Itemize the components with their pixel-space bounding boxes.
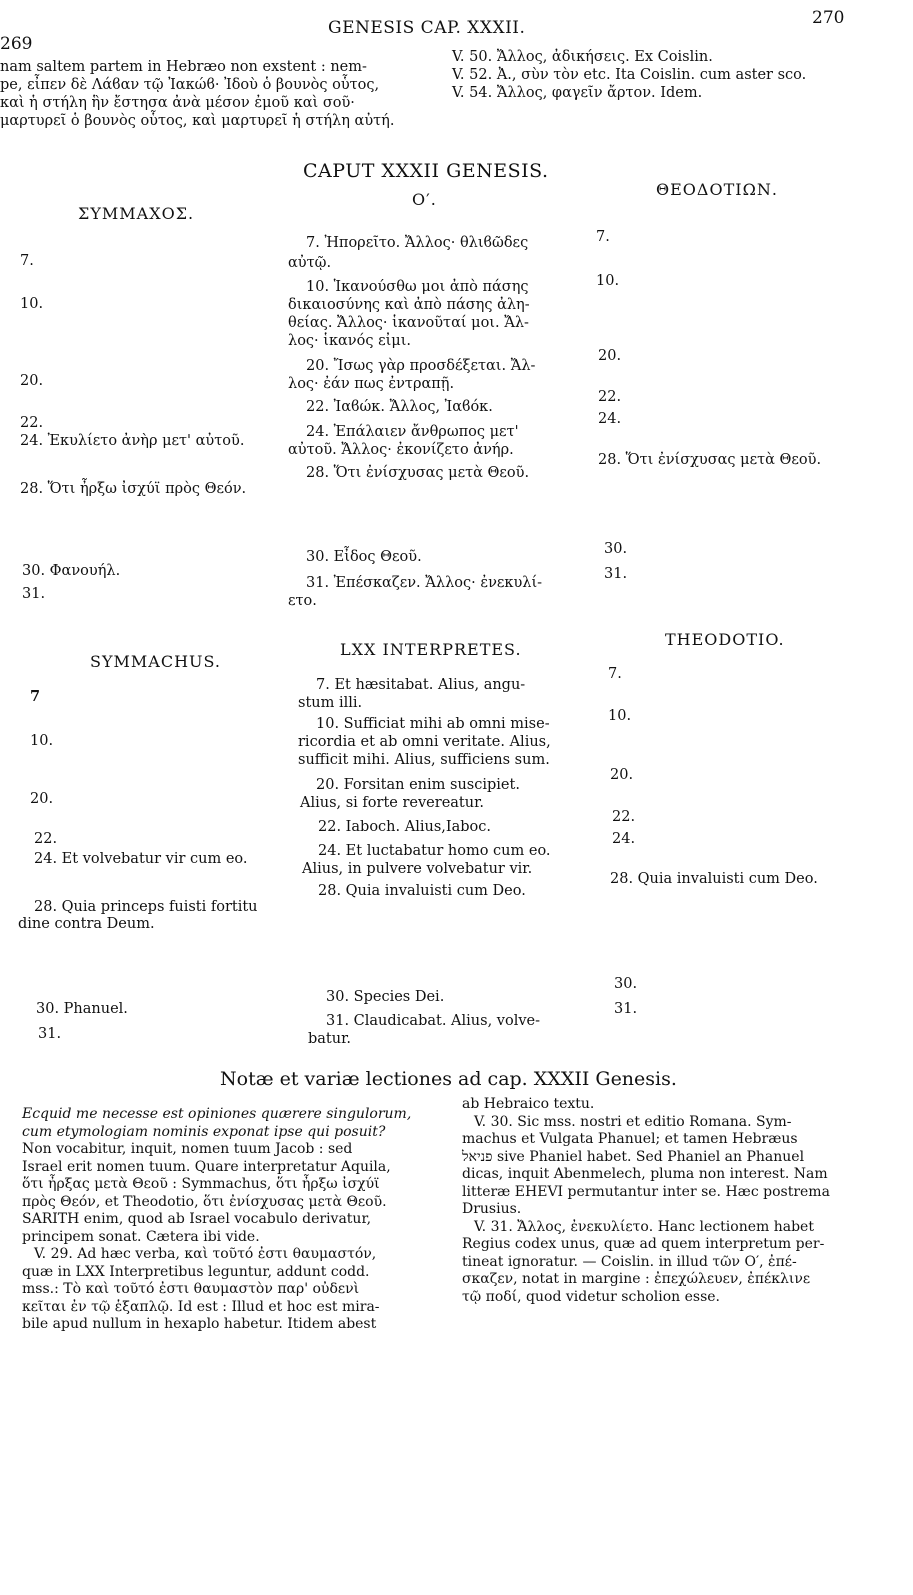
greek-theodotion-v28: 28. Ὅτι ἐνίσχυσας μετὰ Θεοῦ. — [598, 452, 822, 468]
latin-symmachus-v10: 10. — [30, 733, 54, 749]
latin-symmachus-v24: 24. Et volvebatur vir cum eo. — [34, 851, 248, 867]
latin-symmachus-v28-cont: dine contra Deum. — [18, 916, 155, 932]
symmachus-greek-heading: ΣΥΜΜΑΧΟΣ. — [78, 204, 195, 223]
greek-theodotion-v22: 22. — [598, 389, 622, 405]
latin-theodotio-v30: 30. — [614, 976, 638, 992]
notes-right-line-8: V. 31. Ἄλλος, ἐνεκυλίετο. Hanc lectionem habet — [474, 1218, 814, 1235]
notes-right-line-1: ab Hebraico textu. — [462, 1096, 595, 1112]
top-left-line-1: nam saltem partem in Hebræo non exstent : nem- — [0, 59, 367, 75]
greek-symmachus-v22: 22. — [20, 415, 44, 431]
latin-lxx-line-1: 7. Et hæsitabat. Alius, angu- — [316, 677, 526, 693]
notes-left-column — [22, 1106, 447, 1334]
notes-left-line-8: principem sonat. Cætera ibi vide. — [22, 1228, 260, 1245]
top-left-line-3: καὶ ἡ στήλη ἣν ἔστησα ἀνὰ μέσον ἐμοῦ καὶ σοῦ· — [0, 95, 355, 111]
theodotio-latin-heading: THEODOTIO. — [665, 630, 785, 649]
greek-lxx-line-13: 30. Εἶδος Θεοῦ. — [306, 549, 422, 565]
latin-lxx-line-11: 28. Quia invaluisti cum Deo. — [318, 883, 526, 899]
latin-lxx-line-12: 30. Species Dei. — [326, 989, 445, 1005]
greek-lxx-line-10: 24. Ἐπάλαιεν ἄνθρωπος μετ' — [306, 424, 519, 440]
greek-lxx-line-12: 28. Ὅτι ἐνίσχυσας μετὰ Θεοῦ. — [306, 465, 530, 481]
greek-lxx-line-5: θείας. Ἄλλος· ἱκανοῦταί μοι. Ἄλ- — [288, 315, 529, 331]
notes-left-line-13: bile apud nullum in hexaplo habetur. Itidem abest — [22, 1316, 377, 1332]
latin-symmachus-v31: 31. — [38, 1026, 62, 1042]
top-right-line-1: V. 50. Ἄλλος, ἀδικήσεις. Ex Coislin. — [452, 49, 713, 65]
latin-lxx-line-5: sufficit mihi. Alius, sufficiens sum. — [298, 752, 550, 768]
greek-lxx-line-14: 31. Ἐπέσκαζεν. Ἄλλος· ἐνεκυλί- — [306, 575, 543, 591]
greek-theodotion-v24: 24. — [598, 411, 622, 427]
latin-theodotio-v22: 22. — [612, 809, 636, 825]
latin-lxx-line-8: 22. Iaboch. Alius,Iaboc. — [318, 819, 491, 835]
latin-symmachus-v7: 7 — [30, 688, 41, 705]
latin-symmachus-v30: 30. Phanuel. — [36, 1001, 128, 1017]
notes-left-line-11: mss.: Τὸ καὶ τοῦτό ἐστι θαυμαστὸν παρ' οὐδενὶ — [22, 1281, 360, 1297]
latin-lxx-line-14: batur. — [308, 1031, 352, 1047]
greek-lxx-line-1: 7. Ἠπορεῖτο. Ἄλλος· θλιϐῶδες — [306, 235, 529, 251]
latin-lxx-line-9: 24. Et luctabatur homo cum eo. — [318, 843, 551, 859]
notes-right-line-10: tineat ignoratur. — Coislin. in illud τῶν Ο′, ἐπέ- — [462, 1253, 797, 1270]
notes-title: Notæ et variæ lectiones ad cap. XXXII Genesis. — [220, 1068, 677, 1090]
top-right-line-3: V. 54. Ἄλλος, φαγεῖν ἄρτον. Idem. — [452, 85, 703, 101]
notes-left-line-10: quæ in LXX Interpretibus leguntur, addunt codd. — [22, 1263, 370, 1280]
greek-theodotion-v7: 7. — [596, 229, 610, 245]
notes-right-line-7: Drusius. — [462, 1201, 522, 1217]
greek-symmachus-v24: 24. Ἐκυλίετο ἀνὴρ μετ' αὐτοῦ. — [20, 433, 245, 449]
latin-theodotio-v20: 20. — [610, 767, 634, 783]
latin-lxx-line-3: 10. Sufficiat mihi ab omni mise- — [316, 716, 550, 732]
notes-left-line-6: πρὸς Θεόν, et Theodotio, ὅτι ἐνίσχυσας μετὰ Θεοῦ. — [22, 1193, 387, 1210]
running-title: GENESIS CAP. XXXII. — [328, 18, 526, 38]
greek-symmachus-v30: 30. Φανουήλ. — [22, 563, 121, 579]
top-right-line-2: V. 52. Ἀ., σὺν τὸν etc. Ita Coislin. cum aster sco. — [452, 67, 807, 83]
latin-lxx-line-4: ricordia et ab omni veritate. Alius, — [298, 734, 551, 750]
left-page-number: 269 — [0, 34, 33, 54]
latin-lxx-line-10: Alius, in pulvere volvebatur vir. — [302, 861, 533, 877]
greek-lxx-line-15: ετο. — [288, 593, 317, 609]
notes-left-line-1: Ecquid me necesse est opiniones quærere singulorum, — [22, 1106, 412, 1122]
latin-lxx-line-2: stum illi. — [298, 695, 363, 711]
greek-lxx-line-4: δικαιοσύνης καὶ ἀπὸ πάσης ἀλη- — [288, 297, 530, 313]
notes-left-line-4: Israel erit nomen tuum. Quare interpretatur Aquila, — [22, 1158, 391, 1175]
latin-lxx-line-7: Alius, si forte revereatur. — [300, 795, 485, 811]
notes-left-line-12: κεῖται ἐν τῷ ἑξαπλῷ. Id est : Illud et hoc est mira- — [22, 1298, 380, 1315]
notes-right-line-12: τῷ ποδί, quod videtur scholion esse. — [462, 1288, 721, 1305]
latin-symmachus-v22: 22. — [34, 831, 58, 847]
greek-lxx-line-9: 22. Ἰαϐώκ. Ἄλλος, Ἰαϐόκ. — [306, 399, 493, 415]
top-left-line-4: μαρτυρεῖ ὁ βουνὸς οὗτος, καὶ μαρτυρεῖ ἡ στήλη αὐτή. — [0, 113, 395, 129]
greek-symmachus-v28: 28. Ὅτι ἦρξω ἰσχύϊ πρὸς Θεόν. — [20, 481, 247, 497]
symmachus-latin-heading: SYMMACHUS. — [90, 652, 221, 671]
theodotion-greek-heading: ΘΕΟΔΟΤΙΩΝ. — [656, 180, 778, 199]
notes-right-line-9: Regius codex unus, quæ ad quem interpretum per- — [462, 1236, 825, 1252]
latin-theodotio-v7: 7. — [608, 666, 622, 682]
lxx-latin-heading: LXX INTERPRETES. — [340, 640, 522, 659]
notes-right-line-11: σκαζεν, notat in margine : ἐπεχώλευεν, ἐπέκλινε — [462, 1271, 811, 1287]
greek-symmachus-v31: 31. — [22, 586, 46, 602]
latin-theodotio-v10: 10. — [608, 708, 632, 724]
lxx-greek-heading: Ο′. — [412, 190, 437, 209]
latin-symmachus-v28: 28. Quia princeps fuisti fortitu — [34, 899, 258, 915]
greek-theodotion-v20: 20. — [598, 348, 622, 364]
notes-right-line-5: dicas, inquit Abenmelech, pluma non interest. Nam — [462, 1166, 828, 1182]
notes-left-line-7: SARITH enim, quod ab Israel vocabulo derivatur, — [22, 1211, 372, 1227]
notes-left-line-2: cum etymologiam nominis exponat ipse qui posuit? — [22, 1123, 386, 1140]
caput-heading: CAPUT XXXII GENESIS. — [303, 160, 549, 182]
greek-theodotion-v10: 10. — [596, 273, 620, 289]
greek-theodotion-v30: 30. — [604, 541, 628, 557]
latin-theodotio-v28: 28. Quia invaluisti cum Deo. — [610, 871, 818, 887]
notes-right-line-6: litteræ EHEVI permutantur inter se. Hæc postrema — [462, 1183, 830, 1200]
notes-left-line-9: V. 29. Ad hæc verba, καὶ τοῦτό ἐστι θαυμαστόν, — [34, 1246, 377, 1262]
top-left-line-2: pe, εἶπεν δὲ Λάϐαν τῷ Ἰακώϐ· Ἰδοὺ ὁ βουνὸς οὗτος, — [0, 77, 380, 93]
notes-left-line-5: ὅτι ἦρξας μετὰ Θεοῦ : Symmachus, ὅτι ἦρξω ἰσχύϊ — [22, 1176, 380, 1192]
notes-left-line-3: Non vocabitur, inquit, nomen tuum Jacob : sed — [22, 1141, 353, 1157]
notes-right-line-4: פניאל sive Phaniel habet. Sed Phaniel an Phanuel — [462, 1148, 805, 1165]
greek-symmachus-v7: 7. — [20, 253, 34, 269]
notes-right-line-3: machus et Vulgata Phanuel; et tamen Hebræus — [462, 1131, 798, 1147]
right-page-number: 270 — [812, 8, 845, 28]
greek-lxx-line-3: 10. Ἱκανούσθω μοι ἀπὸ πάσης — [306, 279, 529, 295]
greek-lxx-line-2: αὐτῷ. — [288, 255, 332, 271]
greek-symmachus-v10: 10. — [20, 296, 44, 312]
latin-lxx-line-6: 20. Forsitan enim suscipiet. — [316, 777, 520, 793]
greek-lxx-line-7: 20. Ἴσως γὰρ προσδέξεται. Ἄλ- — [306, 358, 536, 374]
notes-right-line-2: V. 30. Sic mss. nostri et editio Romana. Sym- — [474, 1113, 792, 1130]
latin-lxx-line-13: 31. Claudicabat. Alius, volve- — [326, 1013, 541, 1029]
notes-right-column — [462, 1096, 882, 1306]
greek-theodotion-v31: 31. — [604, 566, 628, 582]
latin-symmachus-v20: 20. — [30, 791, 54, 807]
greek-lxx-line-6: λος· ἱκανός εἰμι. — [288, 333, 411, 349]
greek-symmachus-v20: 20. — [20, 373, 44, 389]
greek-lxx-line-8: λος· ἐάν πως ἐντραπῇ. — [288, 376, 455, 392]
latin-theodotio-v31: 31. — [614, 1001, 638, 1017]
latin-theodotio-v24: 24. — [612, 831, 636, 847]
greek-lxx-line-11: αὐτοῦ. Ἄλλος· ἐκονίζετο ἀνήρ. — [288, 442, 514, 458]
